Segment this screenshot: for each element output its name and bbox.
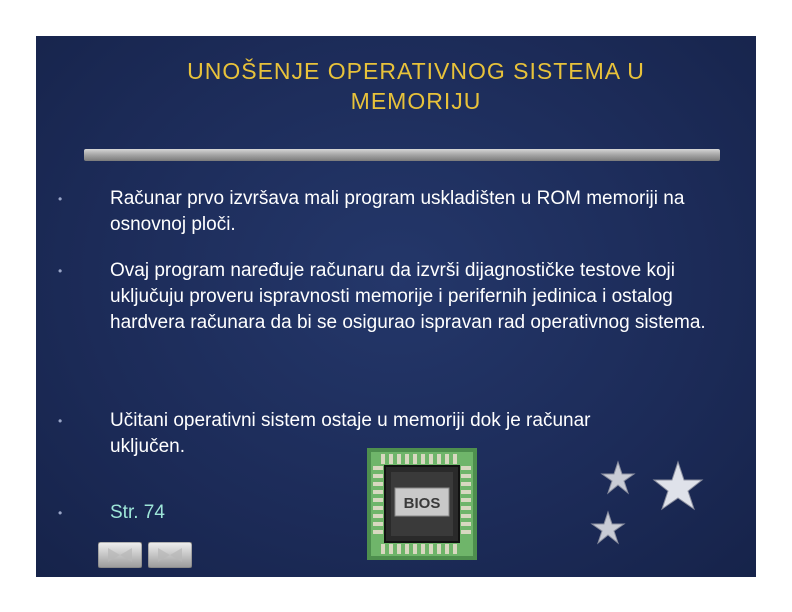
star-icon [602, 462, 634, 493]
bullet-text: Učitani operativni sistem ostaje u memoriji dok je računar uključen. [110, 410, 591, 457]
page-reference-link[interactable]: Str. 74 [110, 502, 165, 523]
nav-back-button[interactable] [98, 542, 142, 568]
bullet-marker: • [58, 264, 63, 278]
bullet-marker: • [58, 414, 63, 428]
star-icon [654, 462, 702, 509]
title-line-1: UNOŠENJE OPERATIVNOG SISTEMA U [187, 58, 645, 84]
bios-chip-icon [367, 448, 477, 560]
bullet-marker: • [58, 506, 63, 520]
nav-forward-button[interactable] [148, 542, 192, 568]
bullet-text: Ovaj program naređuje računaru da izvrši dijagnostičke testove koji uključuju proveru ispravnosti memorije i perifernih jedinica i ostalog hardvera računara da bi se osigurao ispravan rad operativnog sistema. [110, 260, 706, 333]
stars-decoration [588, 456, 756, 556]
chip-label: BIOS [403, 495, 441, 512]
title-line-2: MEMORIJU [350, 88, 482, 114]
bullet-marker: • [58, 192, 63, 206]
slide [36, 36, 756, 577]
star-icon [592, 512, 624, 543]
bullet-text: Računar prvo izvršava mali program uskladišten u ROM memoriji na osnovnoj ploči. [110, 188, 685, 235]
